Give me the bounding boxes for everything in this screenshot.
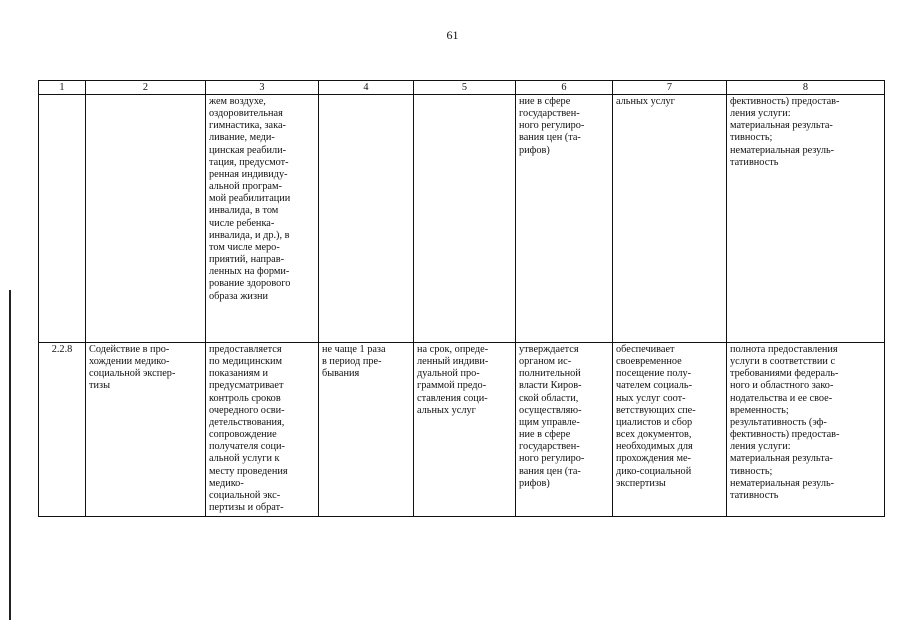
cell-line: контроль сроков	[209, 392, 281, 404]
cell-line: рование здорового	[209, 278, 291, 290]
column-number: 5	[414, 81, 516, 95]
cell-line: посещение полу-	[616, 368, 692, 380]
cell-line: ренная индивиду-	[209, 168, 288, 180]
cell-service-name	[86, 95, 206, 343]
column-number: 3	[206, 81, 319, 95]
cell-line: власти Киров-	[519, 380, 582, 392]
cell-tariff	[516, 343, 613, 517]
cell-line: рифов)	[519, 144, 550, 156]
column-number: 6	[516, 81, 613, 95]
cell-line: очередного осви-	[209, 404, 285, 416]
cell-line: мой реабилитации	[209, 193, 291, 205]
cell-line: получателя соци-	[209, 441, 285, 453]
cell-line: осуществляю-	[519, 404, 582, 416]
cell-line: требованиями федераль-	[730, 368, 839, 380]
cell-line: услуги в соответствии с	[730, 356, 836, 368]
cell-number	[39, 343, 86, 517]
cell-line: тативность	[730, 156, 779, 168]
page-number: 61	[446, 28, 459, 42]
cell-line: органом ис-	[519, 356, 572, 368]
cell-line: материальная результа-	[730, 453, 833, 465]
cell-line: прохождения ме-	[616, 453, 691, 465]
cell-line: материальная результа-	[730, 120, 833, 132]
cell-number	[39, 95, 86, 343]
cell-line: ления услуги:	[730, 441, 791, 453]
cell-line: сопровождение	[209, 429, 277, 441]
cell-line: вания цен (та-	[519, 465, 581, 477]
cell-frequency	[319, 95, 414, 343]
cell-line: рифов)	[519, 477, 550, 489]
column-number: 2	[86, 81, 206, 95]
cell-line: полнительной	[519, 368, 581, 380]
cell-line: гимнастика, зака-	[209, 120, 286, 132]
cell-line: ных услуг соот-	[616, 392, 686, 404]
cell-line: полнота предоставления	[730, 344, 838, 355]
services-table	[38, 80, 885, 517]
cell-line: ления услуги:	[730, 108, 791, 120]
cell-line: нодательства и ее свое-	[730, 392, 833, 404]
cell-line: утверждается	[519, 344, 579, 355]
cell-line: ветствующих спе-	[616, 404, 696, 416]
cell-line: тивность;	[730, 465, 773, 477]
column-number: 4	[319, 81, 414, 95]
cell-line: всех документов,	[616, 429, 692, 441]
cell-line: своевременное	[616, 356, 682, 368]
cell-line: граммой предо-	[417, 380, 487, 392]
cell-line: ленный индиви-	[417, 356, 489, 368]
cell-line: на срок, опреде-	[417, 344, 489, 355]
cell-line: щим управле-	[519, 416, 580, 428]
cell-line: ние в сфере	[519, 96, 571, 107]
cell-line: числе ребенка-	[209, 217, 275, 229]
cell-line: фективность) предостав-	[730, 96, 840, 107]
cell-quality-indicators	[727, 343, 885, 517]
cell-line: ленных на форми-	[209, 266, 290, 278]
cell-line: цинская реабили-	[209, 144, 287, 156]
cell-service-description	[206, 95, 319, 343]
cell-line: временность;	[730, 404, 789, 416]
cell-line: социальной экс-	[209, 489, 281, 501]
cell-line: пертизы и обрат-	[209, 502, 284, 514]
cell-line: чателем социаль-	[616, 380, 693, 392]
cell-line: ного регулиро-	[519, 120, 585, 132]
cell-line: бывания	[322, 368, 360, 380]
cell-line: обеспечивает	[616, 344, 675, 355]
cell-line: ливание, меди-	[209, 132, 275, 144]
cell-line: государствен-	[519, 108, 580, 120]
cell-line: жем воздухе,	[209, 96, 266, 107]
cell-line: ного и областного зако-	[730, 380, 834, 392]
cell-line: предусматривает	[209, 380, 284, 392]
cell-conditions	[613, 95, 727, 343]
cell-line: медико-	[209, 477, 244, 489]
binding-edge-mark	[9, 290, 11, 620]
cell-line: образа жизни	[209, 290, 269, 302]
cell-line: альных услуг	[616, 96, 675, 107]
cell-line: месту проведения	[209, 465, 288, 477]
cell-line: хождении медико-	[89, 356, 170, 368]
cell-line: экспертизы	[616, 477, 666, 489]
cell-line: том числе меро-	[209, 241, 280, 253]
cell-line: нематериальная резуль-	[730, 477, 835, 489]
cell-line: ние в сфере	[519, 429, 571, 441]
cell-line: ставления соци-	[417, 392, 488, 404]
cell-line: фективность) предостав-	[730, 429, 840, 441]
cell-line: не чаще 1 раза	[322, 344, 386, 355]
cell-line: социальной экспер-	[89, 368, 176, 380]
cell-quality-indicators	[727, 95, 885, 343]
cell-line: результативность (эф-	[730, 416, 827, 428]
table-row-continuation	[39, 95, 885, 343]
column-number: 7	[613, 81, 727, 95]
cell-line: оздоровительная	[209, 108, 283, 120]
column-number: 1	[39, 81, 86, 95]
cell-line: предоставляется	[209, 344, 282, 355]
cell-conditions	[613, 343, 727, 517]
cell-line: Содействие в про-	[89, 344, 170, 355]
cell-line: в период пре-	[322, 356, 382, 368]
cell-line: государствен-	[519, 441, 580, 453]
cell-line: инвалида, и др.), в	[209, 229, 290, 241]
cell-line: приятий, направ-	[209, 254, 285, 266]
cell-line: показаниям и	[209, 368, 269, 380]
cell-line: нематериальная резуль-	[730, 144, 835, 156]
cell-line: по медицинским	[209, 356, 283, 368]
cell-line: циалистов и сбор	[616, 416, 693, 428]
cell-line: тизы	[89, 380, 110, 392]
cell-line: альной услуги к	[209, 453, 280, 465]
cell-service-name	[86, 343, 206, 517]
cell-line: вания цен (та-	[519, 132, 581, 144]
cell-line: альных услуг	[417, 404, 476, 416]
column-number-row	[39, 81, 885, 95]
table-row-2-2-8	[39, 343, 885, 517]
cell-line: тативность	[730, 489, 779, 501]
cell-service-description	[206, 343, 319, 517]
column-number: 8	[727, 81, 885, 95]
cell-line: дуальной про-	[417, 368, 480, 380]
cell-line: необходимых для	[616, 441, 693, 453]
cell-line: тивность;	[730, 132, 773, 144]
cell-line: тация, предусмот-	[209, 156, 289, 168]
cell-tariff	[516, 95, 613, 343]
cell-line: ской области,	[519, 392, 579, 404]
cell-line: альной програм-	[209, 181, 282, 193]
cell-line: дико-социальной	[616, 465, 692, 477]
cell-line: инвалида, в том	[209, 205, 279, 217]
cell-line: детельствования,	[209, 416, 285, 428]
cell-line: 2.2.8	[51, 344, 73, 355]
cell-frequency	[319, 343, 414, 517]
cell-term	[414, 95, 516, 343]
cell-term	[414, 343, 516, 517]
cell-line: ного регулиро-	[519, 453, 585, 465]
